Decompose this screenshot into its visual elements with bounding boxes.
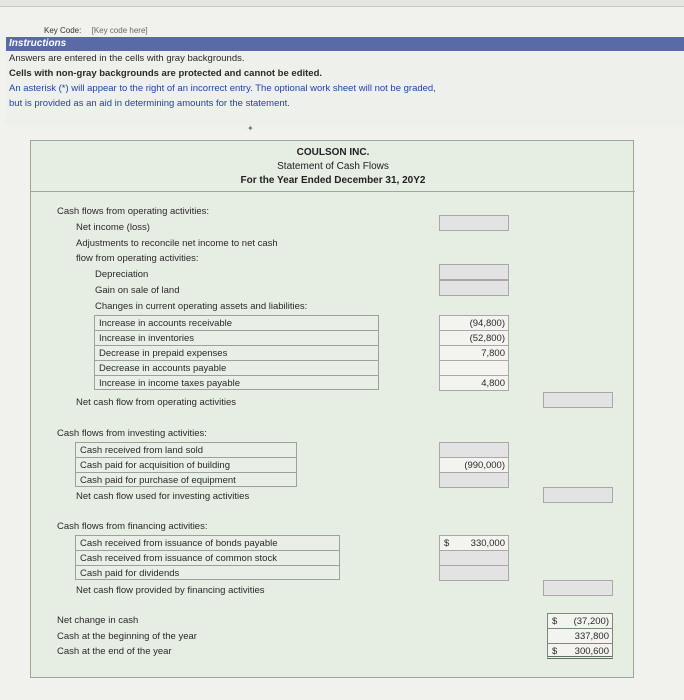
statement-title: Statement of Cash Flows [277,161,389,172]
gain-on-land-input[interactable] [439,280,509,296]
operating-heading: Cash flows from operating activities: [57,206,210,217]
company-name: COULSON INC. [296,147,370,158]
adjustments-label-1: Adjustments to reconcile net income to net cash [76,238,278,249]
key-code [44,26,148,35]
instruction-line-4: but is provided as an aid in determining amounts for the statement. [9,98,290,109]
operating-item-value[interactable]: (94,800) [439,315,509,331]
depreciation-label: Depreciation [95,269,149,280]
beginning-cash-label: Cash at the beginning of the year [57,631,197,642]
ending-cash-value[interactable] [547,643,613,659]
investing-item-value[interactable] [439,442,509,458]
net-investing-label: Net cash flow used for investing activities [76,491,250,502]
instruction-line-2: Cells with non-gray backgrounds are protected and cannot be edited. [9,68,323,79]
instruction-line-3: An asterisk (*) will appear to the right of an incorrect entry. The optional work sheet will not be graded, [9,83,436,94]
operating-item-label[interactable]: Increase in inventories [94,330,379,345]
asterisk-marker: ✦ [247,124,254,133]
investing-item-label[interactable]: Cash paid for purchase of equipment [75,472,297,487]
changes-label: Changes in current operating assets and liabilities: [95,301,308,312]
investing-item-label[interactable]: Cash received from land sold [75,442,297,457]
financing-item-label[interactable]: Cash received from issuance of bonds payable [75,535,340,550]
operating-item-value[interactable] [439,360,509,376]
operating-item-label[interactable]: Decrease in accounts payable [94,360,379,375]
operating-item-label[interactable]: Increase in accounts receivable [94,315,379,330]
investing-heading: Cash flows from investing activities: [57,428,207,439]
financing-item-label[interactable]: Cash paid for dividends [75,565,340,580]
cash-flow-statement [30,140,634,678]
header-divider [31,191,635,192]
key-code-label: Key Code: [44,26,82,35]
currency-symbol: $ [552,616,558,627]
ending-cash-label: Cash at the end of the year [57,646,172,657]
ending-cash-amount: 300,600 [574,646,609,657]
operating-item-value[interactable]: (52,800) [439,330,509,346]
top-toolbar-edge [0,0,684,7]
net-investing-input[interactable] [543,487,613,503]
currency-symbol: $ [444,538,450,549]
net-change-value[interactable] [547,613,613,629]
financing-heading: Cash flows from financing activities: [57,521,208,532]
financing-item-amount: 330,000 [470,538,505,549]
net-change-label: Net change in cash [57,615,139,626]
beginning-cash-value[interactable]: 337,800 [547,628,613,644]
instructions-title: Instructions [6,37,684,51]
investing-item-value[interactable] [439,472,509,488]
statement-period: For the Year Ended December 31, 20Y2 [240,175,426,186]
currency-symbol: $ [552,646,558,657]
operating-item-value[interactable]: 7,800 [439,345,509,361]
investing-item-label[interactable]: Cash paid for acquisition of building [75,457,297,472]
net-operating-label: Net cash flow from operating activities [76,397,236,408]
instructions-panel [6,51,684,126]
financing-item-label[interactable]: Cash received from issuance of common stock [75,550,340,565]
financing-item-value[interactable] [439,535,509,551]
net-financing-label: Net cash flow provided by financing activities [76,585,265,596]
operating-item-label[interactable]: Decrease in prepaid expenses [94,345,379,360]
financing-item-value[interactable] [439,550,509,566]
gain-on-land-label: Gain on sale of land [95,285,180,296]
operating-item-value[interactable]: 4,800 [439,375,509,391]
depreciation-input[interactable] [439,264,509,280]
instruction-line-1: Answers are entered in the cells with gray backgrounds. [9,53,245,64]
financing-item-value[interactable] [439,565,509,581]
net-financing-input[interactable] [543,580,613,596]
investing-item-value[interactable]: (990,000) [439,457,509,473]
net-income-input[interactable] [439,215,509,231]
operating-item-label[interactable]: Increase in income taxes payable [94,375,379,390]
key-code-value: [Key code here] [91,26,148,35]
net-change-amount: (37,200) [573,616,609,627]
adjustments-label-2: flow from operating activities: [76,253,199,264]
net-operating-input[interactable] [543,392,613,408]
net-income-label: Net income (loss) [76,222,150,233]
